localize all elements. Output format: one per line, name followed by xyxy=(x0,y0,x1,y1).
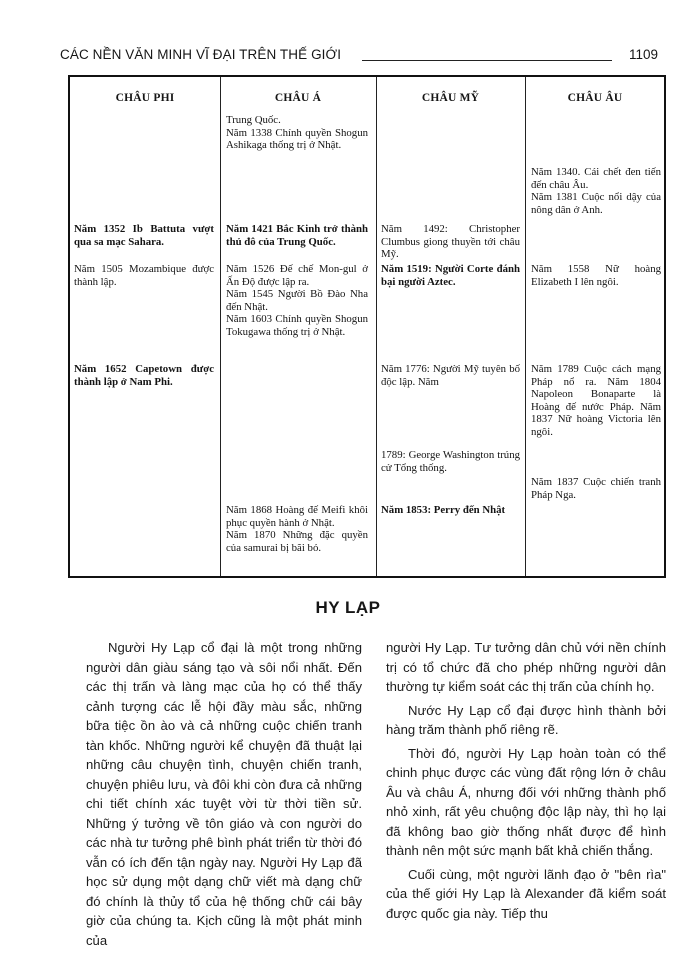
column-divider xyxy=(525,77,526,576)
section-title: HY LẠP xyxy=(315,598,381,617)
header-rule xyxy=(362,60,612,61)
body-column-right xyxy=(386,638,666,927)
column-divider xyxy=(376,77,377,576)
timeline-table xyxy=(68,75,666,578)
cell-america-1776: Năm 1776: Người Mỹ tuyên bố độc lập. Năm xyxy=(381,363,520,388)
column-divider xyxy=(220,77,221,576)
cell-america-1789: 1789: George Washington trúng cử Tổng thống. xyxy=(381,449,520,474)
running-header xyxy=(60,47,658,67)
paragraph: người Hy Lạp. Tư tưởng dân chủ với nền chính trị có tổ chức đã cho phép những người dân thường tự kiểm soát các thị trấn của chính họ. xyxy=(386,640,666,694)
cell-asia-1526: Năm 1526 Đế chế Mon-gul ở Ấn Độ được lập ra. Năm 1545 Người Bồ Đào Nha đến Nhật. Năm 1603 Chính quyền Shogun Tokugawa thống trị ở Nhật. xyxy=(226,263,368,338)
body-column-left xyxy=(86,638,362,954)
cell-africa-1505: Năm 1505 Mozambique được thành lập. xyxy=(74,263,214,288)
paragraph: Nước Hy Lạp cổ đại được hình thành bởi hàng trăm thành phố riêng rẽ. xyxy=(386,702,666,737)
cell-europe-1340: Năm 1340. Cái chết đen tiến đến châu Âu. Năm 1381 Cuộc nổi dậy của nông dân ở Anh. xyxy=(531,166,661,216)
column-header-asia: CHÂU Á xyxy=(274,92,322,104)
running-title: CÁC NỀN VĂN MINH VĨ ĐẠI TRÊN THẾ GIỚI xyxy=(60,47,342,62)
cell-africa-1352: Năm 1352 Ib Battuta vượt qua sa mạc Sahara. xyxy=(74,223,214,248)
column-header-america: CHÂU MỸ xyxy=(421,92,480,104)
page-number: 1109 xyxy=(628,47,658,62)
paragraph: Cuối cùng, một người lãnh đạo ở "bên rìa" của thế giới Hy Lạp là Alexander đã kiểm soát được quốc gia này. Tiếp thu xyxy=(386,866,666,921)
cell-europe-1558: Năm 1558 Nữ hoàng Elizabeth I lên ngôi. xyxy=(531,263,661,288)
cell-africa-1652: Năm 1652 Capetown được thành lập ở Nam Phi. xyxy=(74,363,214,388)
cell-europe-1789: Năm 1789 Cuộc cách mạng Pháp nổ ra. Năm 1804 Napoleon Bonaparte là Hoàng đế nước Pháp. Năm 1837 Nữ hoàng Victoria lên ngôi. xyxy=(531,363,661,438)
cell-asia-1338: Trung Quốc. Năm 1338 Chính quyền Shogun Ashikaga thống trị ở Nhật. xyxy=(226,114,368,152)
cell-asia-1868: Năm 1868 Hoàng đế Meifi khôi phục quyền hành ở Nhật. Năm 1870 Những đặc quyền của samurai bị bãi bỏ. xyxy=(226,504,368,554)
cell-asia-1421: Năm 1421 Bắc Kinh trở thành thủ đô của Trung Quốc. xyxy=(226,223,368,248)
cell-america-1853: Năm 1853: Perry đến Nhật xyxy=(381,504,506,516)
cell-europe-1837: Năm 1837 Cuộc chiến tranh Pháp Nga. xyxy=(531,476,661,501)
cell-america-1492: Năm 1492: Christopher Clumbus giong thuyền tới châu Mỹ. xyxy=(381,223,520,261)
cell-america-1519: Năm 1519: Người Corte đánh bại người Aztec. xyxy=(381,263,520,288)
paragraph: Người Hy Lạp cổ đại là một trong những người dân giàu sáng tạo và sôi nổi nhất. Đến các thị trấn và làng mạc của họ có thể thấy cảnh tượng các lễ hội đầy màu sắc, những bữa tiệc ồn ào và cả những cuộc chiến tranh tàn khốc. Những người kể chuyện đã thuật lại những câu chuyện tình, chuyện chiến tranh, chuyện phiêu lưu, và đôi khi còn đưa cả những chi tiết chính xác tuyệt vời từ thời tiền sử. Những ý tưởng về tôn giáo và con người do các nhà tư tưởng phê bình phát triển từ thời đó vẫn có ích đến tận ngày nay. Người Hy Lạp đã học sử dụng một dạng chữ viết mà dạng chữ đó chính là thủy tổ của hệ thống chữ cái bây giờ của chúng ta. Kịch cũng là một phát minh của xyxy=(86,640,362,948)
paragraph: Thời đó, người Hy Lạp hoàn toàn có thể chinh phục được các vùng đất rộng lớn ở châu Âu và châu Á, nhưng đối với những thành phố nhỏ xinh, rất yêu chuộng độc lập này, thì họ lại đã không bao giờ thống nhất được để hình thành nên một sức mạnh bất khả chiến thắng. xyxy=(386,745,666,858)
column-header-europe: CHÂU ÂU xyxy=(567,92,623,104)
column-header-africa: CHÂU PHI xyxy=(115,92,175,104)
